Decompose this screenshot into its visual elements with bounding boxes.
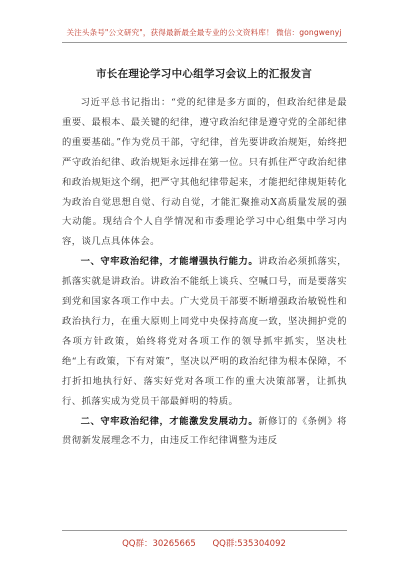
- document-body: [62, 93, 347, 451]
- paragraph-section-1: [62, 252, 347, 411]
- paragraph-intro: [62, 93, 347, 252]
- paragraph-lead: 一、守牢政治纪律，才能增强执行能力。: [80, 256, 259, 268]
- page-title: 市长在理论学习中心组学习会议上的汇报发言: [96, 68, 312, 80]
- paragraph-text: 讲政治必须抓落实，抓落实就是讲政治。讲政治不能纸上谈兵、空喊口号，而是要落实到党和国家各项工作中去。广大党员干部要不断增强政治敏锐性和政治执行力，在重大原则上同党中央保持高度一致，坚决拥护党的各项方针政策，始终将党对各项工作的领导抓牢抓实，坚决杜绝“上有政策，下有对策”，坚决以严明的政治纪律为根本保障，不打折扣地执行好、落实好党对各项工作的重大决策部署，让抓执行、抓落实成为党员干部最鲜明的特质。: [62, 256, 347, 407]
- paragraph-text: 习近平总书记指出：“党的纪律是多方面的，但政治纪律是最重要、最根本、最关键的纪律，遵守政治纪律是遵守党的全部纪律的重要基础。”作为党员干部，守纪律，首先要讲政治规矩，始终把严守政治纪律、政治规矩永远排在第一位。只有抓住严守政治纪律和政治规矩这个纲，把严守其他纪律带起来，才能把纪律规矩转化为政治自觉思想自觉、行动自觉，才能汇聚推动X高质量发展的强大动能。现结合个人自学情况和市委理论学习中心组集中学习内容，谈几点具体体会。: [62, 97, 347, 248]
- paragraph-section-2: [62, 412, 347, 452]
- header-divider: [62, 42, 347, 43]
- footer-qq-group-1: QQ群：30265665: [122, 539, 196, 549]
- paragraph-lead: 二、守牢政治纪律，才能激发发展动力。: [80, 415, 259, 427]
- footer-divider: [62, 530, 347, 531]
- header-banner: 关注头条号"公文研究"，获得最新最全最专业的公文资料库！ 微信：gongwenyj: [66, 28, 342, 37]
- footer-qq-group-2: QQ群:535304092: [212, 539, 286, 549]
- footer: [0, 537, 408, 549]
- paragraph-text: 新修订的《条例》将贯彻新发展理念不力，由违反工作纪律调整为违反: [62, 415, 347, 447]
